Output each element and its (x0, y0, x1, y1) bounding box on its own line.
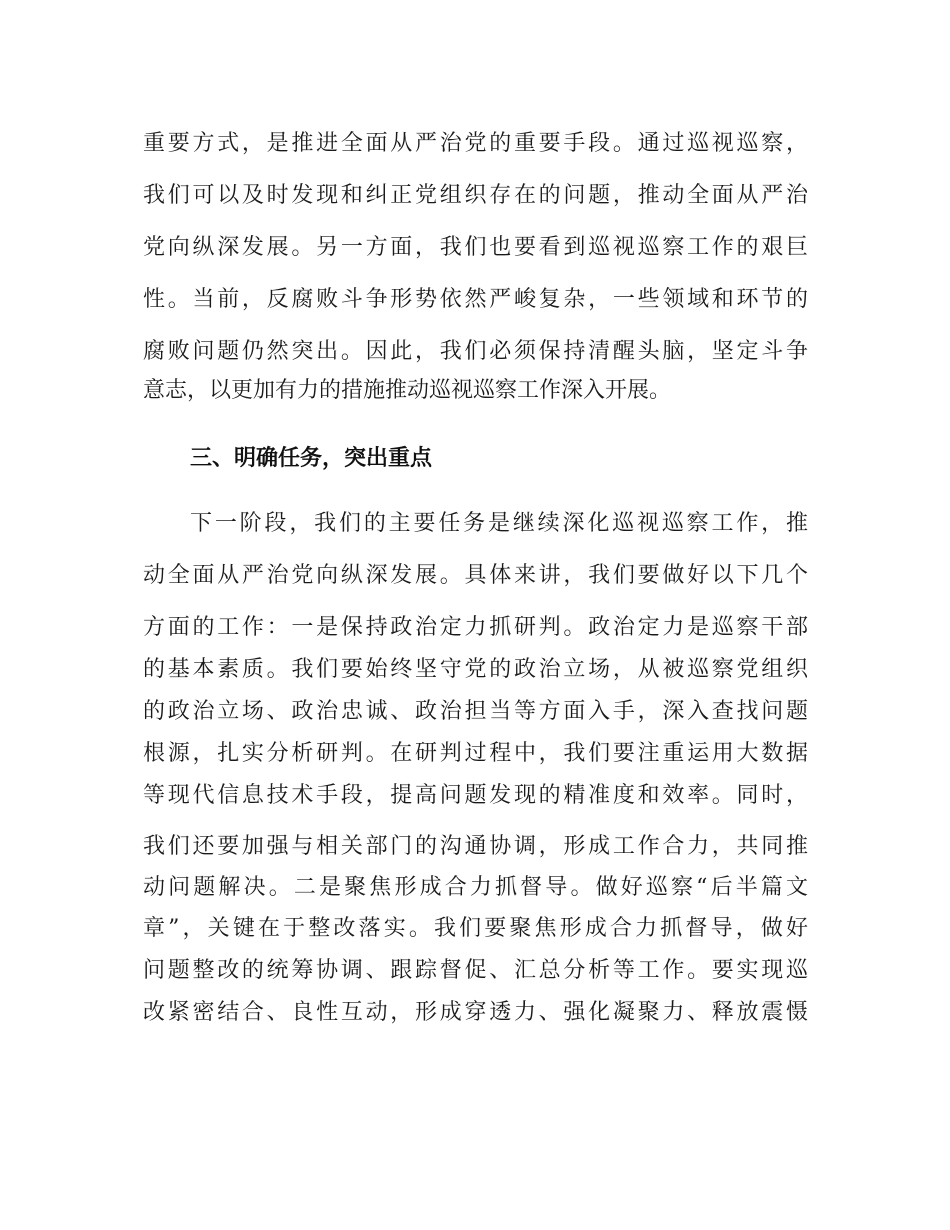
paragraph-2-line-8: 我们还要加强与相关部门的沟通协调，形成工作合力，共同推 (143, 834, 808, 859)
paragraph-2-line-11: 问题整改的统筹协调、跟踪督促、汇总分析等工作。要实现巡 (143, 958, 808, 983)
paragraph-1-line-5: 腐败问题仍然突出。因此，我们必须保持清醒头脑，坚定斗争 (143, 339, 808, 364)
paragraph-2-line-6: 根源，扎实分析研判。在研判过程中，我们要注重运用大数据 (143, 741, 808, 766)
section-heading: 三、明确任务，突出重点 (190, 446, 433, 471)
paragraph-1-line-3: 党向纵深发展。另一方面，我们也要看到巡视巡察工作的艰巨 (143, 235, 808, 260)
paragraph-2-line-2: 动全面从严治党向纵深发展。具体来讲，我们要做好以下几个 (143, 563, 808, 588)
paragraph-2-line-9: 动问题解决。二是聚焦形成合力抓督导。做好巡察“后半篇文 (143, 875, 808, 900)
paragraph-1-line-1: 重要方式，是推进全面从严治党的重要手段。通过巡视巡察， (143, 131, 808, 156)
paragraph-2-line-3: 方面的工作：一是保持政治定力抓研判。政治定力是巡察干部 (143, 615, 808, 640)
paragraph-2-line-5: 的政治立场、政治忠诚、政治担当等方面入手，深入查找问题 (143, 699, 808, 724)
paragraph-1-line-6: 意志，以更加有力的措施推动巡视巡察工作深入开展。 (143, 378, 672, 403)
paragraph-2-line-10: 章”，关键在于整改落实。我们要聚焦形成合力抓督导，做好 (143, 916, 808, 941)
paragraph-1-line-4: 性。当前，反腐败斗争形势依然严峻复杂，一些领域和环节的 (143, 287, 808, 312)
paragraph-1-line-2: 我们可以及时发现和纠正党组织存在的问题，推动全面从严治 (143, 183, 808, 208)
paragraph-2-line-7: 等现代信息技术手段，提高问题发现的精准度和效率。同时， (143, 783, 808, 808)
paragraph-2-line-12: 改紧密结合、良性互动，形成穿透力、强化凝聚力、释放震慑 (143, 1000, 808, 1025)
paragraph-2-line-1: 下一阶段，我们的主要任务是继续深化巡视巡察工作，推 (190, 511, 808, 536)
paragraph-2-line-4: 的基本素质。我们要始终坚守党的政治立场，从被巡察党组织 (143, 657, 808, 682)
